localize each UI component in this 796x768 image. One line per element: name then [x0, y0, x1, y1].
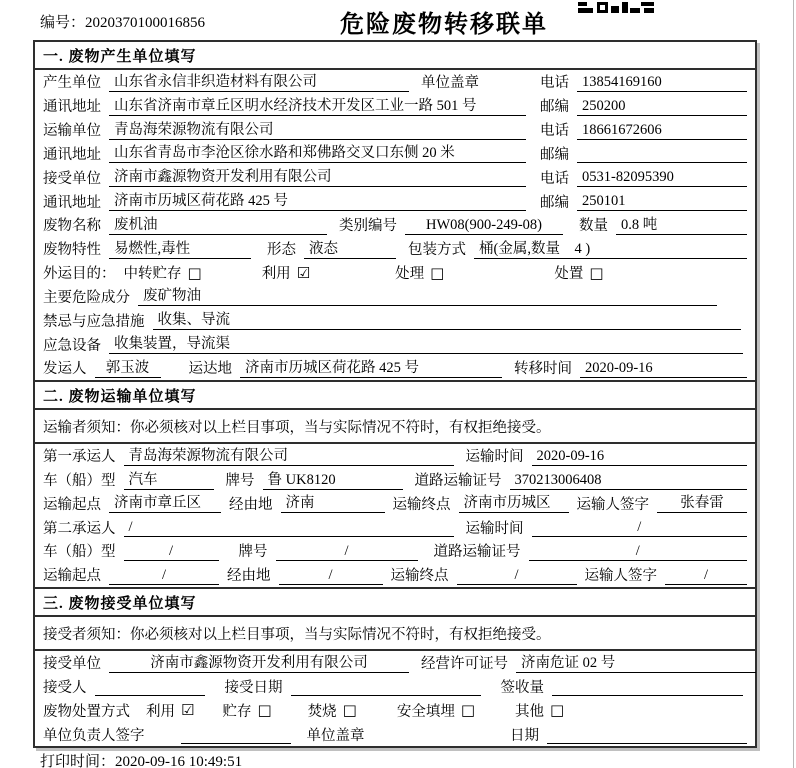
- section3-header: 三. 废物接受单位填写: [35, 587, 755, 617]
- waste-name-row: [35, 213, 755, 237]
- waste-name-label: 废物名称: [43, 218, 101, 235]
- sign-date-value: [547, 724, 747, 744]
- transfer-purpose-label: 外运目的：: [43, 266, 116, 283]
- disposal-incinerate-checkbox: □: [342, 701, 357, 720]
- section1-header: 一. 废物产生单位填写: [35, 42, 755, 70]
- transporter-phone-value: 18661672606: [577, 120, 747, 140]
- accept-unit-value: 济南市鑫源物资开发利用有限公司: [109, 653, 409, 673]
- route2-via-label: 经由地: [227, 568, 271, 585]
- waste-character-label: 废物特性: [43, 242, 101, 259]
- waste-qty-value: 0.8 吨: [616, 215, 747, 235]
- receiver-phone-value: 0531-82095390: [577, 167, 747, 187]
- transporter-row: [35, 118, 755, 142]
- accept-person-row: [35, 675, 755, 699]
- route2-row: [35, 563, 755, 587]
- vehicle1-row: [35, 468, 755, 492]
- waste-name-value: 废机油: [109, 215, 327, 235]
- waste-character-value: 易燃性,毒性: [109, 239, 251, 259]
- waste-form-value: 液态: [304, 239, 396, 259]
- transport-time1-label: 运输时间: [465, 449, 524, 466]
- waste-qty-label: 数量: [579, 218, 608, 235]
- receiver-address-row: [35, 189, 755, 213]
- transporter-address-value: 山东省青岛市李沧区徐水路和郑佛路交叉口东侧 20 米: [109, 143, 526, 163]
- purpose-option-utilize: 利用: [261, 266, 291, 283]
- second-carrier-row: [35, 515, 755, 539]
- waste-pack-label: 包装方式: [408, 242, 466, 259]
- section2-header: 二. 废物运输单位填写: [35, 380, 755, 410]
- transporter-notice: 运输者须知：你必须核对以上栏目事项，当与实际情况不符时，有权拒绝接受。: [35, 410, 755, 444]
- qr-code-fragment: [578, 0, 654, 18]
- producer-phone-value: 13854169160: [577, 72, 747, 92]
- page-right-edge: [793, 0, 794, 768]
- destination-label: 运达地: [188, 361, 232, 378]
- disposal-other-checkbox: □: [550, 701, 565, 720]
- route1-sign-value: 张春雷: [657, 493, 747, 513]
- transport-time2-label: 运输时间: [465, 520, 524, 537]
- plate2-value: /: [276, 541, 418, 561]
- route2-sign-value: /: [665, 565, 747, 585]
- page-title: 危险废物转移联单: [340, 12, 548, 38]
- seal-label: 单位盖章: [421, 75, 479, 92]
- receiver-notice: 接受者须知：你必须核对以上栏目事项，当与实际情况不符时，有权拒绝接受。: [35, 617, 755, 651]
- purpose-option-dispose: 处置: [554, 266, 584, 283]
- transfer-purpose-row: [35, 261, 755, 285]
- road-cert1-value: 370213006408: [510, 470, 748, 490]
- road-cert2-value: /: [529, 541, 748, 561]
- emergency-equipment-value: 收集装置，导流渠: [109, 334, 743, 354]
- accept-unit-label: 接受单位: [43, 656, 101, 673]
- producer-address-label: 通讯地址: [43, 99, 101, 116]
- receiver-zip-label: 邮编: [540, 194, 569, 211]
- serial-label: 编号：: [40, 15, 86, 31]
- waste-code-label: 类别编号: [339, 218, 397, 235]
- second-carrier-label: 第二承运人: [43, 520, 116, 537]
- route2-end-label: 运输终点: [390, 568, 449, 585]
- receiver-phone-label: 电话: [540, 170, 569, 187]
- route2-start-value: /: [109, 565, 219, 585]
- responsible-sign-label: 单位负责人签字: [43, 727, 145, 744]
- print-time-line: [40, 750, 242, 768]
- producer-row: [35, 70, 755, 94]
- license-value: 济南危证 02 号: [516, 653, 756, 673]
- print-time-label: 打印时间：: [40, 754, 116, 768]
- accept-date-value: [291, 676, 481, 696]
- accept-person-value: [95, 676, 205, 696]
- transport-time1-value: 2020-09-16: [532, 446, 748, 466]
- waste-character-row: [35, 237, 755, 261]
- route2-via-value: /: [279, 565, 383, 585]
- route1-via-label: 经由地: [229, 496, 273, 513]
- unit-seal-label: 单位盖章: [306, 727, 365, 744]
- transfer-time-value: 2020-09-16: [580, 358, 747, 378]
- dispatcher-value: 郭玉波: [95, 358, 161, 378]
- route2-sign-label: 运输人签字: [584, 568, 657, 585]
- receiver-address-label: 通讯地址: [43, 194, 101, 211]
- disposal-storage-checkbox: □: [257, 701, 272, 720]
- responsible-sign-row: [35, 722, 755, 746]
- purpose-option-treat: 处理: [395, 266, 425, 283]
- waste-code-value: HW08(900-249-08): [405, 215, 563, 235]
- route1-end-label: 运输终点: [392, 496, 451, 513]
- plate2-label: 牌号: [238, 544, 268, 561]
- serial-value: 2020370100016856: [85, 15, 206, 31]
- dispatcher-label: 发运人: [43, 361, 87, 378]
- disposal-option-storage: 贮存: [222, 703, 252, 720]
- waste-form-label: 形态: [267, 242, 296, 259]
- transporter-zip-label: 邮编: [540, 146, 569, 163]
- route1-end-value: 济南市历城区: [459, 493, 569, 513]
- producer-address-row: [35, 94, 755, 118]
- transporter-zip-value: [577, 143, 747, 163]
- dispatch-row: [35, 356, 755, 380]
- disposal-option-landfill: 安全填埋: [396, 703, 455, 720]
- disposal-landfill-checkbox: □: [460, 701, 476, 720]
- disposal-option-incinerate: 焚烧: [307, 703, 337, 720]
- producer-value: 山东省永信非织造材料有限公司: [109, 72, 409, 92]
- plate1-label: 牌号: [225, 473, 255, 489]
- producer-zip-label: 邮编: [540, 99, 569, 116]
- disposal-option-utilize: 利用: [146, 703, 175, 720]
- purpose-utilize-checkbox: ☑: [296, 263, 311, 282]
- emergency-equipment-row: [35, 332, 755, 356]
- taboo-measures-label: 禁忌与应急措施: [43, 313, 145, 330]
- print-time-value: 2020-09-16 10:49:51: [115, 754, 243, 768]
- road-cert1-label: 道路运输证号: [414, 473, 502, 489]
- transporter-phone-label: 电话: [540, 123, 569, 140]
- transporter-address-row: [35, 141, 755, 165]
- emergency-equipment-label: 应急设备: [43, 337, 101, 354]
- vehicle1-type-value: 汽车: [124, 470, 214, 490]
- disposal-utilize-checkbox: ☑: [181, 701, 195, 720]
- route1-via-value: 济南: [281, 493, 385, 513]
- taboo-measures-row: [35, 308, 755, 332]
- disposal-method-row: [35, 698, 755, 722]
- hazard-component-label: 主要危险成分: [43, 289, 130, 306]
- producer-label: 产生单位: [43, 75, 101, 92]
- vehicle2-type-value: /: [124, 541, 219, 561]
- transport-time2-value: /: [532, 517, 748, 537]
- producer-phone-label: 电话: [540, 75, 569, 92]
- producer-address-value: 山东省济南市章丘区明水经济技术开发区工业一路 501 号: [109, 96, 526, 116]
- responsible-sign-value: [181, 724, 291, 744]
- hazard-component-value: 废矿物油: [138, 286, 717, 306]
- vehicle2-row: [35, 539, 755, 563]
- vehicle2-type-label: 车（船）型: [43, 544, 116, 561]
- sign-qty-value: [552, 676, 743, 696]
- first-carrier-value: 青岛海荣源物流有限公司: [124, 446, 454, 466]
- producer-zip-value: 250200: [577, 96, 747, 116]
- route1-start-label: 运输起点: [43, 496, 101, 513]
- transporter-address-label: 通讯地址: [43, 146, 101, 163]
- waste-pack-value: 桶(金属,数量 4 ): [474, 239, 747, 259]
- receiver-label: 接受单位: [43, 170, 101, 187]
- disposal-method-label: 废物处置方式: [43, 703, 130, 720]
- accept-person-label: 接受人: [43, 679, 87, 696]
- purpose-option-storage: 中转贮存: [123, 266, 182, 283]
- transporter-label: 运输单位: [43, 123, 101, 140]
- route1-row: [35, 491, 755, 515]
- sign-date-label: 日期: [510, 727, 539, 744]
- sign-qty-label: 签收量: [500, 679, 544, 696]
- purpose-treat-checkbox: □: [430, 263, 445, 282]
- destination-value: 济南市历城区荷花路 425 号: [240, 358, 502, 378]
- first-carrier-label: 第一承运人: [43, 449, 116, 466]
- transfer-form-table: [33, 40, 757, 748]
- purpose-storage-checkbox: □: [187, 263, 202, 282]
- accept-date-label: 接受日期: [224, 679, 283, 696]
- accept-unit-row: [35, 651, 755, 675]
- taboo-measures-value: 收集、导流: [153, 310, 742, 330]
- transfer-time-label: 转移时间: [514, 361, 572, 378]
- receiver-zip-value: 250101: [577, 191, 747, 211]
- route2-end-value: /: [457, 565, 577, 585]
- first-carrier-row: [35, 444, 755, 468]
- receiver-address-value: 济南市历城区荷花路 425 号: [109, 191, 526, 211]
- plate1-value: 鲁 UK8120: [263, 470, 403, 490]
- route1-start-value: 济南市章丘区: [109, 493, 221, 513]
- license-label: 经营许可证号: [421, 656, 508, 673]
- disposal-option-other: 其他: [515, 703, 545, 720]
- receiver-value: 济南市鑫源物资开发利用有限公司: [109, 167, 526, 187]
- road-cert2-label: 道路运输证号: [433, 544, 521, 561]
- purpose-dispose-checkbox: □: [589, 263, 604, 282]
- receiver-row: [35, 165, 755, 189]
- route1-sign-label: 运输人签字: [576, 496, 649, 513]
- second-carrier-value: /: [124, 517, 454, 537]
- route2-start-label: 运输起点: [43, 568, 101, 585]
- hazard-component-row: [35, 284, 755, 308]
- transporter-value: 青岛海荣源物流有限公司: [109, 120, 526, 140]
- vehicle1-type-label: 车（船）型: [43, 473, 116, 489]
